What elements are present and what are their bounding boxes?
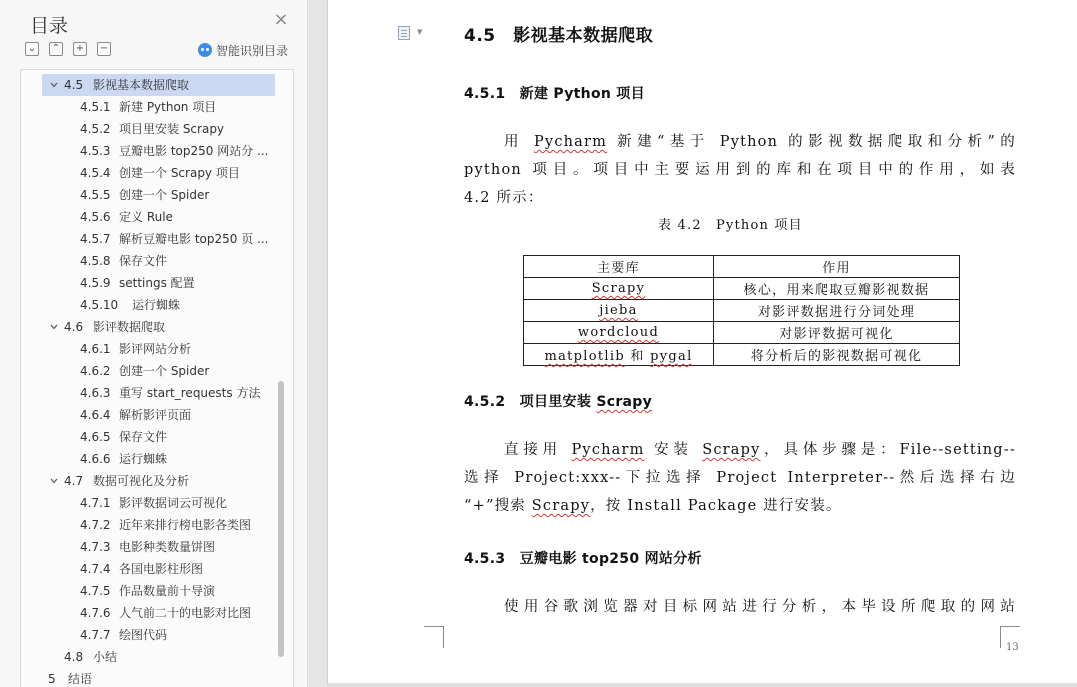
toc-item[interactable]	[21, 448, 275, 470]
subsection-heading: 4.5.2 项目里安装 Scrapy	[464, 394, 653, 410]
toc-item-label: 解析豆瓣电影 top250 页 ...	[119, 232, 269, 246]
toc-item[interactable]	[21, 668, 275, 687]
toc-item-label: 项目里安装 Scrapy	[119, 122, 225, 136]
toc-item-number: 4.6.2	[80, 364, 111, 378]
table-cell: jieba	[524, 300, 714, 322]
text-line: python 项目。项目中主要运用到的库和在项目中的作用，如表	[464, 162, 1016, 178]
toc-item-label: 人气前二十的电影对比图	[119, 606, 252, 620]
toc-item[interactable]	[21, 382, 275, 404]
close-icon[interactable]: ×	[273, 9, 289, 30]
toc-item[interactable]	[21, 536, 275, 558]
toc-item[interactable]	[21, 602, 275, 624]
remove-heading-icon[interactable]: −	[97, 42, 111, 56]
toc-tree	[20, 69, 294, 687]
table-row	[524, 344, 960, 366]
toc-item-number: 4.7	[64, 474, 84, 488]
toc-item[interactable]	[21, 514, 275, 536]
toc-item-label: 运行蜘蛛	[132, 298, 181, 312]
toc-item-label: 各国电影柱形图	[119, 562, 204, 576]
toc-item-number: 4.7.3	[80, 540, 111, 554]
text-line: 使用谷歌浏览器对目标网站进行分析，本毕设所爬取的网站	[504, 599, 1016, 615]
toc-item[interactable]	[21, 206, 275, 228]
document-area	[309, 0, 1077, 687]
table-row	[524, 278, 960, 300]
document-page[interactable]	[327, 0, 1077, 683]
toc-item-number: 4.5.2	[80, 122, 111, 136]
toc-item[interactable]	[21, 492, 275, 514]
toc-panel-title: 目录	[30, 15, 69, 37]
toc-item-number: 4.6.4	[80, 408, 111, 422]
toc-item-label: 解析影评页面	[119, 408, 192, 422]
toc-item[interactable]	[21, 250, 275, 272]
paragraph	[464, 436, 1016, 520]
toc-item-number: 4.6.3	[80, 386, 111, 400]
toc-item[interactable]	[21, 96, 275, 118]
toc-item-label: 影评数据词云可视化	[119, 496, 228, 510]
table-cell: 核心，用来爬取豆瓣影视数据	[714, 278, 960, 300]
table-cell: wordcloud	[524, 322, 714, 344]
table-cell: 对影评数据进行分词处理	[714, 300, 960, 322]
toc-item[interactable]	[42, 74, 275, 96]
toc-item-label: 保存文件	[119, 254, 168, 268]
toc-item[interactable]	[21, 470, 275, 492]
toc-item-number: 4.5.5	[80, 188, 111, 202]
toc-item-number: 4.7.5	[80, 584, 111, 598]
toc-item-label: 影评网站分析	[119, 342, 192, 356]
add-heading-icon[interactable]: +	[73, 42, 87, 56]
table-header-cell: 主要库	[524, 256, 714, 278]
toc-item[interactable]	[21, 228, 275, 250]
toc-item-label: 影评数据爬取	[93, 320, 166, 334]
chevron-down-icon[interactable]	[50, 477, 58, 485]
toc-item[interactable]	[21, 140, 275, 162]
toc-item-number: 4.7.2	[80, 518, 111, 532]
toc-item-label: 新建 Python 项目	[119, 100, 217, 114]
text-line: 选择 Project:xxx--下拉选择 Project Interpreter--然后选择右边	[464, 470, 1016, 486]
toc-item-number: 4.8	[64, 650, 84, 664]
toc-item[interactable]	[21, 426, 275, 448]
toc-item-number: 4.5.4	[80, 166, 111, 180]
toc-item-number: 5	[48, 672, 56, 686]
toc-item-label: 创建一个 Spider	[119, 188, 210, 202]
toc-item[interactable]	[21, 162, 275, 184]
toc-item[interactable]	[21, 646, 275, 668]
page-number: 13	[1006, 642, 1019, 653]
toc-item-label: 数据可视化及分析	[93, 474, 190, 488]
text-line: “+”搜索 Scrapy，按 Install Package 进行安装。	[464, 498, 842, 514]
text-line: 4.2 所示：	[464, 190, 544, 206]
smart-toc-label: 智能识别目录	[216, 43, 289, 58]
toc-item[interactable]	[21, 272, 275, 294]
text-line: 用 Pycharm 新建“基于 Python 的影视数据爬取和分析”的	[504, 134, 1016, 150]
toc-item-number: 4.6.1	[80, 342, 111, 356]
smart-toc-button[interactable]	[198, 41, 288, 59]
chevron-down-icon[interactable]	[50, 323, 58, 331]
table-header-row	[524, 256, 960, 278]
toc-item-number: 4.7.6	[80, 606, 111, 620]
toc-item-label: 创建一个 Spider	[119, 364, 210, 378]
toc-item-number: 4.7.7	[80, 628, 111, 642]
toc-item-number: 4.5.3	[80, 144, 111, 158]
toc-item-label: 小结	[93, 650, 118, 664]
toc-item-label: 定义 Rule	[119, 210, 173, 224]
toc-item-label: 绘图代码	[119, 628, 168, 642]
toc-item-label: 影视基本数据爬取	[93, 78, 190, 92]
table-cell: Scrapy	[524, 278, 714, 300]
toc-item-number: 4.5	[64, 78, 84, 92]
toc-item-number: 4.6.5	[80, 430, 111, 444]
library-table	[523, 255, 960, 366]
toc-item-number: 4.7.1	[80, 496, 111, 510]
subsection-heading: 4.5.3 豆瓣电影 top250 网站分析	[464, 551, 702, 567]
toc-item[interactable]	[21, 338, 275, 360]
toc-item-number: 4.6.6	[80, 452, 111, 466]
toc-item-label: 结语	[68, 672, 93, 686]
toc-item[interactable]	[21, 184, 275, 206]
section-heading: 4.5 影视基本数据爬取	[464, 26, 654, 46]
toc-panel	[0, 0, 308, 687]
table-caption: 表 4.2 Python 项目	[658, 218, 803, 233]
table-row	[524, 300, 960, 322]
ai-assistant-icon	[198, 43, 212, 57]
toc-item[interactable]	[21, 118, 275, 140]
toc-item-label: 运行蜘蛛	[119, 452, 168, 466]
toc-item[interactable]	[21, 624, 275, 646]
chevron-down-icon[interactable]: ▼	[417, 28, 423, 36]
toc-item[interactable]	[21, 404, 275, 426]
toc-item-label: 近年来排行榜电影各类图	[119, 518, 252, 532]
document-icon[interactable]	[398, 26, 410, 40]
toc-item-label: 重写 start_requests 方法	[119, 386, 261, 400]
table-cell: 将分析后的影视数据可视化	[714, 344, 960, 366]
toc-item-number: 4.5.8	[80, 254, 111, 268]
text-line: 直接用 Pycharm 安装 Scrapy，具体步骤是：File--setting--	[504, 442, 1016, 458]
toc-item[interactable]	[21, 580, 275, 602]
table-cell: matplotlib 和 pygal	[524, 344, 714, 366]
toc-item-label: 保存文件	[119, 430, 168, 444]
table-header-cell: 作用	[714, 256, 960, 278]
page-edge	[327, 683, 1077, 687]
toc-item-number: 4.5.6	[80, 210, 111, 224]
toc-item-number: 4.5.1	[80, 100, 111, 114]
toc-item[interactable]	[21, 360, 275, 382]
toc-item-label: settings 配置	[119, 276, 195, 290]
subsection-heading: 4.5.1 新建 Python 项目	[464, 86, 645, 102]
toc-item-label: 作品数量前十导演	[119, 584, 216, 598]
toc-item-label: 创建一个 Scrapy 项目	[119, 166, 240, 180]
paragraph	[464, 593, 1016, 621]
toc-item-number: 4.5.7	[80, 232, 111, 246]
toc-item[interactable]	[21, 294, 275, 316]
toc-item[interactable]	[21, 558, 275, 580]
table-row	[524, 322, 960, 344]
chevron-down-icon[interactable]	[50, 81, 58, 89]
margin-corner-mark	[424, 626, 444, 648]
toc-item-number: 4.5.9	[80, 276, 111, 290]
toc-scrollbar[interactable]	[278, 381, 284, 657]
expand-all-icon[interactable]: ⌄	[25, 42, 39, 56]
collapse-all-icon[interactable]: ⌃	[49, 42, 63, 56]
toc-item-number: 4.5.10	[80, 298, 119, 312]
toc-item-number: 4.6	[64, 320, 84, 334]
table-cell: 对影评数据可视化	[714, 322, 960, 344]
toc-item-number: 4.7.4	[80, 562, 111, 576]
toc-item-label: 电影种类数量饼图	[119, 540, 216, 554]
paragraph	[464, 128, 1016, 212]
toc-item-label: 豆瓣电影 top250 网站分 ...	[119, 144, 269, 158]
toc-item[interactable]	[21, 316, 275, 338]
